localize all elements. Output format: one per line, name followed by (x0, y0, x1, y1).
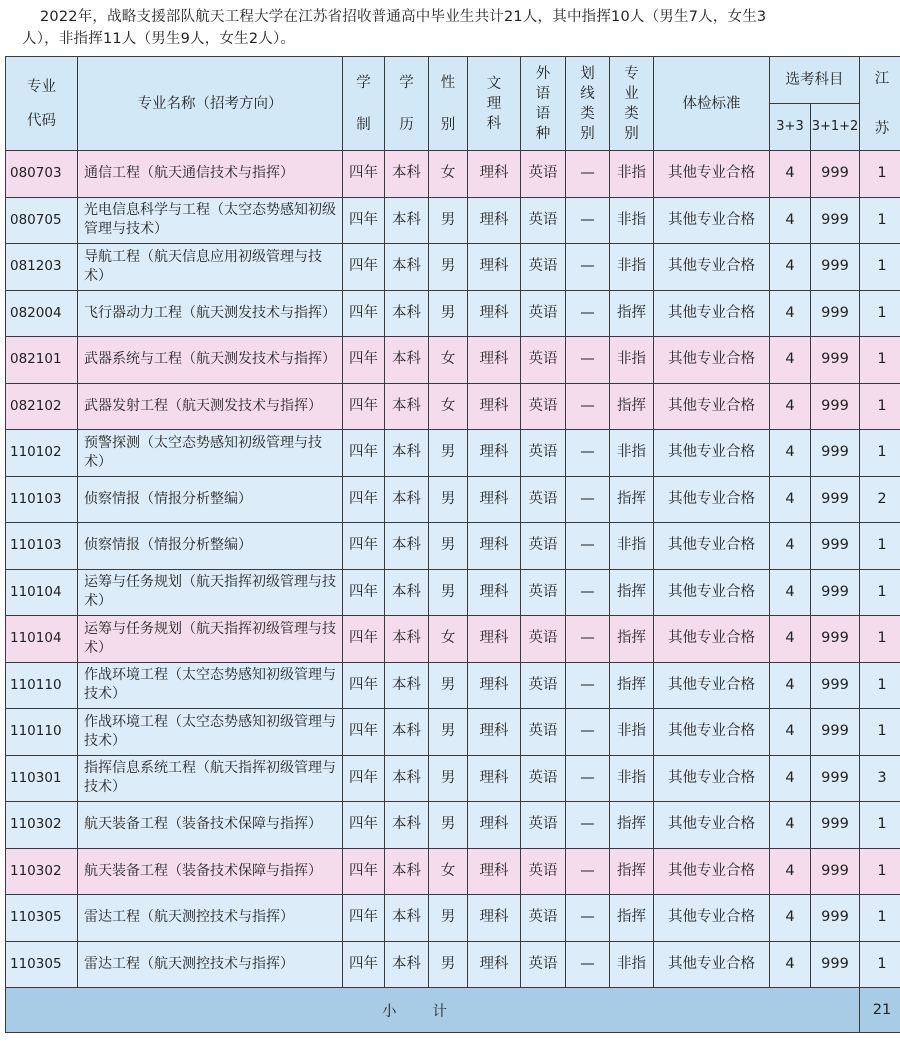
cell-stream: 理科 (468, 616, 521, 663)
cell-degree: 本科 (385, 151, 429, 198)
cell-gender: 男 (429, 476, 468, 523)
cell-code: 110301 (6, 755, 78, 802)
cell-language: 英语 (521, 616, 566, 663)
cell-gender: 女 (429, 383, 468, 430)
cell-language: 英语 (521, 848, 566, 895)
cell-jiangsu: 1 (860, 383, 900, 430)
table-row (6, 476, 900, 523)
table-row (6, 244, 900, 291)
cell-major-type: 指挥 (610, 616, 654, 663)
cell-major-type: 指挥 (610, 848, 654, 895)
table-row (6, 523, 900, 570)
cell-duration: 四年 (343, 290, 385, 337)
cell-jiangsu: 1 (860, 662, 900, 709)
cell-sub-312: 999 (811, 755, 860, 802)
cell-stream: 理科 (468, 290, 521, 337)
cell-jiangsu: 1 (860, 895, 900, 942)
cell-physical: 其他专业合格 (654, 151, 770, 198)
cell-language: 英语 (521, 383, 566, 430)
header-line-type: 划 线 类 别 (566, 57, 610, 151)
table-row (6, 848, 900, 895)
cell-line-type: — (566, 569, 610, 616)
cell-line-type: — (566, 337, 610, 384)
cell-sub-33: 4 (770, 662, 811, 709)
cell-physical: 其他专业合格 (654, 337, 770, 384)
header-subjects: 选考科目 (770, 57, 860, 104)
cell-duration: 四年 (343, 662, 385, 709)
cell-sub-312: 999 (811, 802, 860, 849)
cell-line-type: — (566, 662, 610, 709)
cell-name: 光电信息科学与工程（太空态势感知初级管理与技术） (78, 197, 343, 244)
cell-sub-312: 999 (811, 895, 860, 942)
cell-degree: 本科 (385, 337, 429, 384)
cell-gender: 男 (429, 941, 468, 988)
cell-sub-33: 4 (770, 709, 811, 756)
table-row (6, 802, 900, 849)
cell-duration: 四年 (343, 895, 385, 942)
cell-sub-312: 999 (811, 337, 860, 384)
cell-line-type: — (566, 709, 610, 756)
cell-major-type: 非指 (610, 151, 654, 198)
cell-gender: 男 (429, 244, 468, 291)
cell-sub-33: 4 (770, 523, 811, 570)
table-row (6, 569, 900, 616)
cell-code: 110104 (6, 569, 78, 616)
cell-jiangsu: 1 (860, 569, 900, 616)
cell-stream: 理科 (468, 569, 521, 616)
cell-name: 侦察情报（情报分析整编） (78, 476, 343, 523)
cell-name: 指挥信息系统工程（航天指挥初级管理与技术） (78, 755, 343, 802)
cell-degree: 本科 (385, 383, 429, 430)
cell-jiangsu: 1 (860, 244, 900, 291)
cell-code: 110302 (6, 802, 78, 849)
cell-language: 英语 (521, 941, 566, 988)
cell-duration: 四年 (343, 476, 385, 523)
cell-sub-33: 4 (770, 755, 811, 802)
cell-sub-33: 4 (770, 244, 811, 291)
cell-degree: 本科 (385, 197, 429, 244)
cell-code: 110104 (6, 616, 78, 663)
cell-code: 110103 (6, 523, 78, 570)
cell-duration: 四年 (343, 802, 385, 849)
cell-line-type: — (566, 848, 610, 895)
cell-major-type: 指挥 (610, 662, 654, 709)
cell-jiangsu: 1 (860, 802, 900, 849)
cell-line-type: — (566, 895, 610, 942)
cell-language: 英语 (521, 895, 566, 942)
cell-line-type: — (566, 755, 610, 802)
cell-language: 英语 (521, 709, 566, 756)
cell-sub-33: 4 (770, 430, 811, 477)
cell-sub-33: 4 (770, 616, 811, 663)
cell-sub-312: 999 (811, 523, 860, 570)
header-stream: 文 理 科 (468, 57, 521, 151)
cell-physical: 其他专业合格 (654, 662, 770, 709)
cell-name: 航天装备工程（装备技术保障与指挥） (78, 848, 343, 895)
cell-code: 110305 (6, 941, 78, 988)
table-row (6, 290, 900, 337)
cell-line-type: — (566, 430, 610, 477)
cell-line-type: — (566, 197, 610, 244)
table-body (6, 151, 900, 988)
cell-name: 雷达工程（航天测控技术与指挥） (78, 941, 343, 988)
cell-stream: 理科 (468, 244, 521, 291)
cell-degree: 本科 (385, 755, 429, 802)
cell-code: 110302 (6, 848, 78, 895)
cell-name: 武器发射工程（航天测发技术与指挥） (78, 383, 343, 430)
cell-duration: 四年 (343, 197, 385, 244)
cell-jiangsu: 1 (860, 523, 900, 570)
cell-physical: 其他专业合格 (654, 244, 770, 291)
cell-name: 导航工程（航天信息应用初级管理与技术） (78, 244, 343, 291)
cell-stream: 理科 (468, 523, 521, 570)
cell-duration: 四年 (343, 941, 385, 988)
table-row (6, 755, 900, 802)
subtotal-row (6, 988, 900, 1033)
cell-line-type: — (566, 244, 610, 291)
table-row (6, 151, 900, 198)
cell-sub-312: 999 (811, 476, 860, 523)
cell-major-type: 非指 (610, 244, 654, 291)
cell-line-type: — (566, 476, 610, 523)
cell-stream: 理科 (468, 848, 521, 895)
cell-major-type: 非指 (610, 337, 654, 384)
cell-duration: 四年 (343, 244, 385, 291)
cell-code: 082101 (6, 337, 78, 384)
cell-gender: 男 (429, 709, 468, 756)
cell-duration: 四年 (343, 523, 385, 570)
cell-physical: 其他专业合格 (654, 569, 770, 616)
cell-jiangsu: 1 (860, 616, 900, 663)
intro-paragraph (0, 0, 900, 56)
table-row (6, 383, 900, 430)
cell-jiangsu: 1 (860, 197, 900, 244)
cell-stream: 理科 (468, 430, 521, 477)
cell-sub-312: 999 (811, 662, 860, 709)
table-row (6, 616, 900, 663)
cell-stream: 理科 (468, 755, 521, 802)
cell-physical: 其他专业合格 (654, 430, 770, 477)
cell-major-type: 指挥 (610, 383, 654, 430)
cell-stream: 理科 (468, 941, 521, 988)
cell-sub-33: 4 (770, 941, 811, 988)
cell-degree: 本科 (385, 290, 429, 337)
cell-code: 110305 (6, 895, 78, 942)
cell-sub-312: 999 (811, 616, 860, 663)
cell-language: 英语 (521, 430, 566, 477)
cell-degree: 本科 (385, 244, 429, 291)
cell-major-type: 非指 (610, 941, 654, 988)
intro-line-2: 人），非指挥11人（男生9人，女生2人）。 (22, 31, 296, 47)
table-row (6, 709, 900, 756)
cell-duration: 四年 (343, 848, 385, 895)
cell-sub-312: 999 (811, 848, 860, 895)
cell-name: 飞行器动力工程（航天测发技术与指挥） (78, 290, 343, 337)
cell-physical: 其他专业合格 (654, 941, 770, 988)
cell-physical: 其他专业合格 (654, 616, 770, 663)
cell-physical: 其他专业合格 (654, 197, 770, 244)
cell-code: 081203 (6, 244, 78, 291)
cell-sub-33: 4 (770, 197, 811, 244)
cell-code: 110102 (6, 430, 78, 477)
cell-major-type: 非指 (610, 709, 654, 756)
cell-line-type: — (566, 941, 610, 988)
cell-line-type: — (566, 290, 610, 337)
cell-major-type: 指挥 (610, 476, 654, 523)
cell-degree: 本科 (385, 709, 429, 756)
cell-sub-312: 999 (811, 941, 860, 988)
cell-jiangsu: 2 (860, 476, 900, 523)
cell-sub-33: 4 (770, 383, 811, 430)
cell-name: 航天装备工程（装备技术保障与指挥） (78, 802, 343, 849)
cell-language: 英语 (521, 569, 566, 616)
cell-degree: 本科 (385, 941, 429, 988)
cell-duration: 四年 (343, 430, 385, 477)
cell-code: 080703 (6, 151, 78, 198)
cell-degree: 本科 (385, 523, 429, 570)
header-language: 外 语 语 种 (521, 57, 566, 151)
cell-jiangsu: 1 (860, 337, 900, 384)
cell-language: 英语 (521, 662, 566, 709)
cell-degree: 本科 (385, 662, 429, 709)
cell-major-type: 非指 (610, 197, 654, 244)
cell-sub-33: 4 (770, 802, 811, 849)
cell-sub-312: 999 (811, 151, 860, 198)
cell-code: 110110 (6, 662, 78, 709)
cell-physical: 其他专业合格 (654, 523, 770, 570)
cell-sub-33: 4 (770, 895, 811, 942)
intro-line-1: 2022年，战略支援部队航天工程大学在江苏省招收普通高中毕业生共计21人，其中指挥10人（男生7人，女生3 (40, 9, 767, 25)
cell-stream: 理科 (468, 197, 521, 244)
cell-duration: 四年 (343, 337, 385, 384)
table-row (6, 197, 900, 244)
cell-major-type: 非指 (610, 430, 654, 477)
cell-gender: 女 (429, 337, 468, 384)
cell-stream: 理科 (468, 151, 521, 198)
header-degree: 学 历 (385, 57, 429, 151)
cell-sub-33: 4 (770, 476, 811, 523)
cell-major-type: 指挥 (610, 802, 654, 849)
cell-language: 英语 (521, 337, 566, 384)
cell-name: 作战环境工程（太空态势感知初级管理与技术） (78, 709, 343, 756)
cell-jiangsu: 1 (860, 290, 900, 337)
cell-line-type: — (566, 616, 610, 663)
cell-sub-312: 999 (811, 244, 860, 291)
header-sub-312: 3+1+2 (811, 104, 860, 151)
table-row (6, 662, 900, 709)
cell-name: 武器系统与工程（航天测发技术与指挥） (78, 337, 343, 384)
cell-code: 110110 (6, 709, 78, 756)
header-major-type: 专 业 类 别 (610, 57, 654, 151)
header-gender: 性 别 (429, 57, 468, 151)
cell-code: 080705 (6, 197, 78, 244)
cell-sub-33: 4 (770, 290, 811, 337)
cell-degree: 本科 (385, 895, 429, 942)
cell-language: 英语 (521, 523, 566, 570)
cell-gender: 男 (429, 290, 468, 337)
cell-name: 通信工程（航天通信技术与指挥） (78, 151, 343, 198)
cell-language: 英语 (521, 151, 566, 198)
cell-degree: 本科 (385, 802, 429, 849)
cell-sub-312: 999 (811, 290, 860, 337)
admission-table (5, 56, 900, 1033)
cell-jiangsu: 1 (860, 848, 900, 895)
cell-degree: 本科 (385, 848, 429, 895)
cell-degree: 本科 (385, 569, 429, 616)
cell-sub-33: 4 (770, 151, 811, 198)
cell-stream: 理科 (468, 709, 521, 756)
cell-duration: 四年 (343, 709, 385, 756)
cell-code: 110103 (6, 476, 78, 523)
table-row (6, 895, 900, 942)
cell-gender: 男 (429, 430, 468, 477)
cell-name: 侦察情报（情报分析整编） (78, 523, 343, 570)
cell-name: 运筹与任务规划（航天指挥初级管理与技术） (78, 616, 343, 663)
cell-physical: 其他专业合格 (654, 476, 770, 523)
cell-line-type: — (566, 802, 610, 849)
cell-sub-312: 999 (811, 430, 860, 477)
cell-stream: 理科 (468, 895, 521, 942)
cell-sub-33: 4 (770, 337, 811, 384)
cell-stream: 理科 (468, 662, 521, 709)
header-code: 专业 代码 (6, 57, 78, 151)
cell-gender: 男 (429, 569, 468, 616)
header-physical: 体检标准 (654, 57, 770, 151)
cell-gender: 男 (429, 895, 468, 942)
cell-language: 英语 (521, 755, 566, 802)
cell-physical: 其他专业合格 (654, 709, 770, 756)
cell-gender: 男 (429, 523, 468, 570)
subtotal-label: 小计 (6, 988, 860, 1033)
cell-stream: 理科 (468, 476, 521, 523)
cell-sub-33: 4 (770, 569, 811, 616)
cell-language: 英语 (521, 290, 566, 337)
cell-major-type: 指挥 (610, 290, 654, 337)
cell-gender: 女 (429, 616, 468, 663)
header-jiangsu: 江 苏 (860, 57, 900, 151)
cell-sub-312: 999 (811, 197, 860, 244)
cell-gender: 女 (429, 848, 468, 895)
cell-language: 英语 (521, 197, 566, 244)
cell-physical: 其他专业合格 (654, 383, 770, 430)
cell-line-type: — (566, 151, 610, 198)
cell-sub-33: 4 (770, 848, 811, 895)
table-row (6, 337, 900, 384)
cell-degree: 本科 (385, 430, 429, 477)
cell-physical: 其他专业合格 (654, 895, 770, 942)
cell-duration: 四年 (343, 616, 385, 663)
cell-language: 英语 (521, 476, 566, 523)
cell-duration: 四年 (343, 755, 385, 802)
cell-code: 082004 (6, 290, 78, 337)
header-duration: 学 制 (343, 57, 385, 151)
cell-major-type: 非指 (610, 755, 654, 802)
cell-stream: 理科 (468, 383, 521, 430)
cell-jiangsu: 1 (860, 430, 900, 477)
cell-gender: 男 (429, 755, 468, 802)
cell-jiangsu: 1 (860, 151, 900, 198)
cell-duration: 四年 (343, 151, 385, 198)
cell-physical: 其他专业合格 (654, 290, 770, 337)
cell-duration: 四年 (343, 569, 385, 616)
table-row (6, 430, 900, 477)
cell-physical: 其他专业合格 (654, 848, 770, 895)
subtotal-value: 21 (860, 988, 900, 1033)
cell-gender: 男 (429, 662, 468, 709)
header-name: 专业名称（招考方向） (78, 57, 343, 151)
cell-sub-312: 999 (811, 709, 860, 756)
cell-name: 雷达工程（航天测控技术与指挥） (78, 895, 343, 942)
cell-jiangsu: 3 (860, 755, 900, 802)
cell-physical: 其他专业合格 (654, 755, 770, 802)
cell-name: 运筹与任务规划（航天指挥初级管理与技术） (78, 569, 343, 616)
cell-name: 预警探测（太空态势感知初级管理与技术） (78, 430, 343, 477)
cell-sub-312: 999 (811, 569, 860, 616)
cell-major-type: 指挥 (610, 569, 654, 616)
cell-duration: 四年 (343, 383, 385, 430)
cell-gender: 男 (429, 802, 468, 849)
cell-sub-312: 999 (811, 383, 860, 430)
cell-jiangsu: 1 (860, 941, 900, 988)
cell-code: 082102 (6, 383, 78, 430)
cell-gender: 男 (429, 197, 468, 244)
cell-line-type: — (566, 523, 610, 570)
cell-degree: 本科 (385, 616, 429, 663)
cell-major-type: 非指 (610, 523, 654, 570)
cell-language: 英语 (521, 244, 566, 291)
cell-name: 作战环境工程（太空态势感知初级管理与技术） (78, 662, 343, 709)
cell-language: 英语 (521, 802, 566, 849)
cell-stream: 理科 (468, 802, 521, 849)
cell-degree: 本科 (385, 476, 429, 523)
table-row (6, 941, 900, 988)
cell-jiangsu: 1 (860, 709, 900, 756)
header-sub-33: 3+3 (770, 104, 811, 151)
cell-gender: 女 (429, 151, 468, 198)
cell-line-type: — (566, 383, 610, 430)
cell-stream: 理科 (468, 337, 521, 384)
cell-major-type: 指挥 (610, 895, 654, 942)
cell-physical: 其他专业合格 (654, 802, 770, 849)
